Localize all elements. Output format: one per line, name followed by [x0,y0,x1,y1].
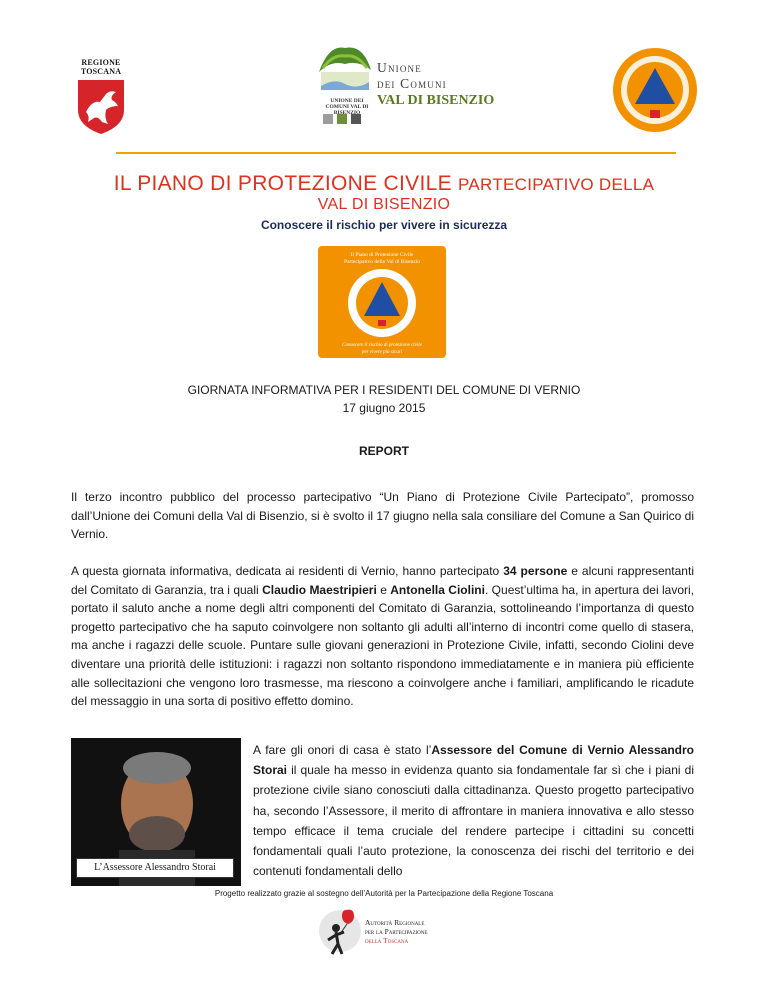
event-title: GIORNATA INFORMATIVA PER I RESIDENTI DEL COMUNE DI VERNIO [187,383,581,397]
footer-logo-line-1: Autorità Regionale [365,918,425,927]
name-maestripieri: Claudio Maestripieri [262,582,377,597]
page-subtitle: Conoscere il rischio per vivere in sicurezza [260,218,508,232]
para3-text-c: il quale ha messo in evidenza quanto sia fondamentale far sì che i piani di protezione civile siano conosciuti dalla cittadinanza. Questo progetto partecipativo ha, secondo l’Assessore, il merito di affrontare in maniera innovativa e allo stesso tempo efficace il tema cruciale del rendere partecipe i cittadini su concetti fondamentali quali l’auto protezione, la conoscenza dei rischi del territorio e dei contenuti fondamentali dello [253,763,694,879]
toscana-label: TOSCANA [80,67,122,76]
paragraph-participants [71,562,694,711]
para2-text-g: . Quest’ultima ha, in apertura dei lavori, portato il saluto anche a nome degli altri componenti del Comitato di Garanzia, sottolineando l’importanza di questo progetto partecipativo che ha saputo coinvolgere non soltanto gli adulti all’interno di incontri come quello di stasera, ma anche i ragazzi delle scuole. Puntare sulle giovani generazioni in Protezione Civile, infatti, secondo Ciolini deve diventare una priorità delle istituzioni: i ragazzi non soltanto rispondono immediatamente e in maniera più efficiente alle sollecitazioni che vengono loro trasmesse, ma riescono a coinvolgere anche i familiari, amplificando le ricadute del messaggio in una sorta di positivo effetto domino. [71,582,694,709]
footer-logo-line-3: della Toscana [365,936,409,945]
title-tail: PARTECIPATIVO DELLA [458,175,655,194]
unione-small-text: UNIONE DEI COMUNI VAL DI BISENZIO [325,98,369,116]
title-main: IL PIANO DI PROTEZIONE CIVILE [113,172,452,195]
unione-line-2: dei Comuni [377,76,447,91]
report-heading: REPORT [358,444,409,458]
participant-count: 34 persone [503,564,568,578]
regione-label: REGIONE [81,58,121,67]
figure-with-balloon-icon [318,904,362,959]
footer-logo-line-2: per la Partecipazione [365,927,428,936]
para2-text-c: e alcuni rappresentanti del Comitato di Garanzia, tra i quali [71,564,694,597]
page-title [0,172,768,196]
footer-note: Progetto realizzato grazie al sostegno dell’Autorità per la Partecipazione della Regione Toscana [214,889,554,898]
page-title-line-2: VAL DI BISENZIO [317,196,451,213]
header-divider [116,152,676,154]
photo-caption: L’Assessore Alessandro Storai [76,858,234,878]
paragraph-intro: Il terzo incontro pubblico del processo partecipativo “Un Piano di Protezione Civile Partecipato”, promosso dall’Unione dei Comuni della Val di Bisenzio, si è svolto il 17 giugno nella sala consiliare del Comune a San Quirico di Vernio. [71,490,694,542]
protezione-civile-logo [611,46,699,134]
civil-protection-emblem-icon [611,46,699,134]
logo-top-text-2: Partecipativo della Val di Bisenzio [344,259,420,265]
unione-comuni-logo [315,42,510,127]
assessore-name: Assessore del Comune di Vernio Alessandro Storai [253,743,694,778]
logo-bottom-text-2: per vivere più sicuri [361,350,403,355]
project-logo [318,246,446,358]
logo-top-text-1: Il Piano di Protezione Civile [350,252,414,258]
name-ciolini: Antonella Ciolini [390,582,485,597]
event-date: 17 giugno 2015 [342,401,426,415]
regione-toscana-logo [72,58,130,138]
paragraph-assessore [253,740,694,881]
para2-text-e: e [376,582,391,597]
footer-logo-text [365,918,427,945]
project-emblem-icon [318,246,446,358]
unione-title [377,60,447,92]
pegasus-shield-icon [72,76,130,136]
autorita-partecipazione-logo [318,904,438,959]
para2-text-a: A questa giornata informativa, dedicata ai residenti di Vernio, hanno partecipato [71,564,504,578]
unione-line-3: VAL DI BISENZIO [377,93,495,108]
unione-line-1: Unione [377,60,422,75]
logo-bottom-text-1: Conoscere il rischio di protezione civile [342,343,422,348]
para3-text-a: A fare gli onori di casa è stato l’ [253,743,432,757]
